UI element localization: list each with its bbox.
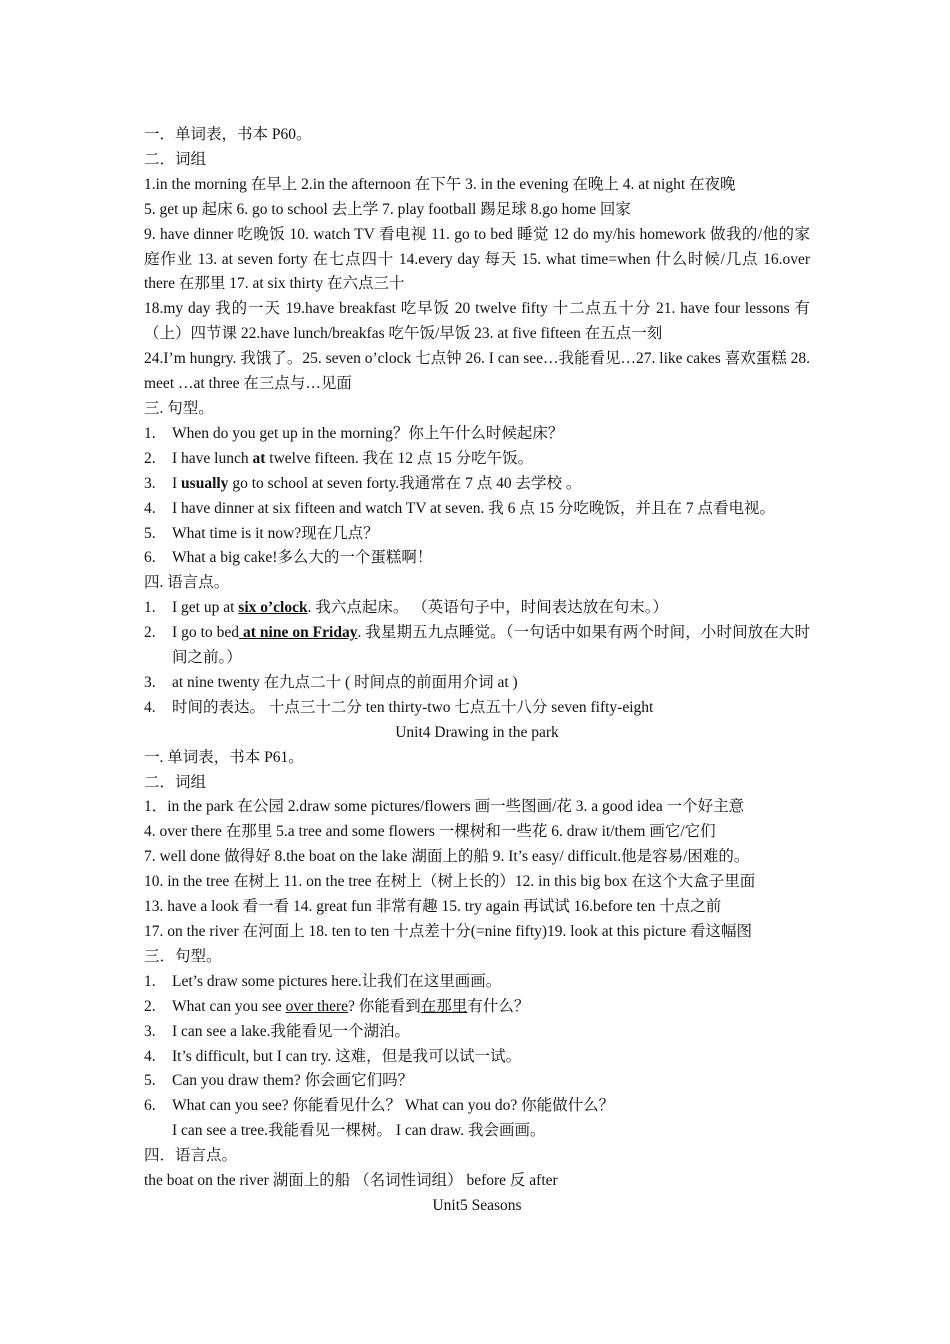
sentence-text bbox=[172, 995, 810, 1020]
underlined-phrase: over there bbox=[285, 997, 349, 1015]
item-number: 6. bbox=[144, 549, 156, 567]
section-heading: 四．语言点。 bbox=[144, 1147, 238, 1165]
language-point bbox=[144, 621, 810, 671]
item-number: 4. bbox=[144, 499, 156, 517]
point-part: . 我六点起床。 （英语句子中，时间表达放在句末。） bbox=[307, 599, 668, 617]
sentence-part: I bbox=[172, 474, 182, 492]
phrase-line: 18.my day 我的一天 19.have breakfast 吃早饭 20 twelve fifty 十二点五十分 21. have four lessons 有（上）四节课 22.have lunch/breakfas 吃午饭/早饭 23. at five fifteen 在五点一刻 bbox=[144, 300, 810, 343]
section-heading: 二．词组 bbox=[144, 773, 207, 791]
item-number: 1. bbox=[144, 599, 156, 617]
sentence-text bbox=[172, 472, 810, 497]
section-heading: 四. 语言点。 bbox=[144, 574, 230, 592]
item-number: 5. bbox=[144, 524, 156, 542]
item-number: 3. bbox=[144, 474, 156, 492]
phrase-line: 24.I’m hungry. 我饿了。25. seven o’clock 七点钟 26. I can see…我能看见…27. like cakes 喜欢蛋糕 28. meet …at three 在三点与…见面 bbox=[144, 350, 810, 393]
sentence-item bbox=[144, 995, 810, 1020]
section-heading: 三．句型。 bbox=[144, 947, 222, 965]
phrase-line: 10. in the tree 在树上 11. on the tree 在树上（树上长的）12. in this big box 在这个大盒子里面 bbox=[144, 873, 756, 891]
item-number: 5. bbox=[144, 1072, 156, 1090]
sentence-text: What a big cake!多么大的一个蛋糕啊！ bbox=[172, 549, 433, 567]
sentence-continuation: I can see a tree.我能看见一棵树。 I can draw. 我会画画。 bbox=[172, 1122, 546, 1140]
document-page bbox=[144, 123, 810, 1219]
language-point bbox=[144, 696, 810, 721]
phrase-line: 7. well done 做得好 8.the boat on the lake 湖面上的船 9. It’s easy/ difficult.他是容易/困难的。 bbox=[144, 848, 750, 866]
section-heading: 一．单词表，书本 P60。 bbox=[144, 126, 312, 143]
unit-title: Unit5 Seasons bbox=[432, 1196, 522, 1214]
item-number: 4. bbox=[144, 1047, 156, 1065]
phrase-line: 1．in the park 在公园 2.draw some pictures/flowers 画一些图画/花 3. a good idea 一个好主意 bbox=[144, 798, 745, 816]
sentence-text: Let’s draw some pictures here.让我们在这里画画。 bbox=[172, 972, 502, 990]
sentence-text bbox=[172, 447, 810, 472]
sentence-item bbox=[144, 1045, 810, 1070]
section-heading: 三. 句型。 bbox=[144, 399, 214, 417]
sentence-item bbox=[144, 497, 810, 522]
section-heading: 二．词组 bbox=[144, 150, 207, 168]
sentence-item bbox=[144, 1020, 810, 1045]
bold-word: usually bbox=[181, 474, 229, 492]
phrase-line: 5. get up 起床 6. go to school 去上学 7. play football 踢足球 8.go home 回家 bbox=[144, 200, 631, 218]
sentence-item bbox=[144, 447, 810, 472]
bold-word: at bbox=[252, 449, 266, 467]
phrase-line: 17. on the river 在河面上 18. ten to ten 十点差十分(=nine fifty)19. look at this picture 看这幅图 bbox=[144, 923, 752, 940]
point-text bbox=[172, 621, 810, 671]
sentence-part: ? 你能看到 bbox=[348, 997, 421, 1015]
sentence-item bbox=[144, 1069, 810, 1094]
sentence-text: It’s difficult, but I can try. 这难，但是我可以试一试。 bbox=[172, 1047, 522, 1065]
sentence-item bbox=[144, 1094, 810, 1119]
sentence-part: twelve fifteen. 我在 12 点 15 分吃午饭。 bbox=[265, 449, 534, 467]
point-text: 时间的表达。 十点三十二分 ten thirty-two 七点五十八分 seven fifty-eight bbox=[172, 698, 654, 716]
item-number: 3. bbox=[144, 673, 156, 691]
item-number: 4. bbox=[144, 698, 156, 716]
sentence-text: When do you get up in the morning？你上午什么时候起床？ bbox=[172, 424, 564, 442]
sentence-text: I have dinner at six fifteen and watch TV at seven. 我 6 点 15 分吃晚饭，并且在 7 点看电视。 bbox=[172, 499, 775, 517]
item-number: 2. bbox=[144, 449, 156, 467]
sentence-part: go to school at seven forty.我通常在 7 点 40 去学校 。 bbox=[228, 474, 582, 492]
sentence-item bbox=[144, 422, 810, 447]
point-text: at nine twenty 在九点二十 ( 时间点的前面用介词 at ) bbox=[172, 673, 518, 691]
section-heading: 一. 单词表，书本 P61。 bbox=[144, 748, 304, 766]
sentence-text: What time is it now?现在几点？ bbox=[172, 524, 379, 542]
item-number: 2. bbox=[144, 997, 156, 1015]
phrase-line: 13. have a look 看一看 14. great fun 非常有趣 15. try again 再试试 16.before ten 十点之前 bbox=[144, 898, 722, 916]
sentence-text: Can you draw them? 你会画它们吗？ bbox=[172, 1072, 414, 1090]
language-point-text: the boat on the river 湖面上的船 （名词性词组） before 反 after bbox=[144, 1172, 558, 1190]
phrase-line: 1.in the morning 在早上 2.in the afternoon 在下午 3. in the evening 在晚上 4. at night 在夜晚 bbox=[144, 175, 736, 193]
language-point bbox=[144, 596, 810, 621]
sentence-item bbox=[144, 522, 810, 547]
sentence-item bbox=[144, 970, 810, 995]
underlined-phrase: at nine on Friday bbox=[239, 624, 358, 642]
sentence-text: I can see a lake.我能看见一个湖泊。 bbox=[172, 1022, 411, 1040]
underlined-phrase: six o’clock bbox=[238, 599, 308, 617]
item-number: 6. bbox=[144, 1097, 156, 1115]
sentence-text: What can you see? 你能看见什么？ What can you do? 你能做什么？ bbox=[172, 1097, 615, 1115]
underlined-phrase: 在那里 bbox=[420, 997, 468, 1015]
unit-title: Unit4 Drawing in the park bbox=[395, 723, 559, 741]
sentence-item bbox=[144, 472, 810, 497]
sentence-part: What can you see bbox=[172, 997, 286, 1015]
phrase-line: 4. over there 在那里 5.a tree and some flowers 一棵树和一些花 6. draw it/them 画它/它们 bbox=[144, 823, 716, 841]
sentence-part: I have lunch bbox=[172, 449, 253, 467]
sentence-part: 有什么？ bbox=[467, 997, 530, 1015]
phrase-line: 9. have dinner 吃晚饭 10. watch TV 看电视 11. go to bed 睡觉 12 do my/his homework 做我的/他的家庭作业 13. at seven forty 在七点四十 14.every day 每天 15. what time=when 什么时候/几点 16.over there 在那里 17. at six thirty 在六点三十 bbox=[144, 225, 810, 293]
point-part: . 我星期五九点睡觉。（一句话中如果有两个时间，小时间放在大时间之前。） bbox=[172, 624, 810, 667]
point-part: I get up at bbox=[172, 599, 239, 617]
item-number: 1. bbox=[144, 972, 156, 990]
point-part: I go to bed bbox=[172, 624, 240, 642]
point-text bbox=[172, 596, 810, 621]
language-point bbox=[144, 671, 810, 696]
item-number: 2. bbox=[144, 624, 156, 642]
item-number: 1. bbox=[144, 424, 156, 442]
item-number: 3. bbox=[144, 1022, 156, 1040]
sentence-item bbox=[144, 546, 810, 571]
